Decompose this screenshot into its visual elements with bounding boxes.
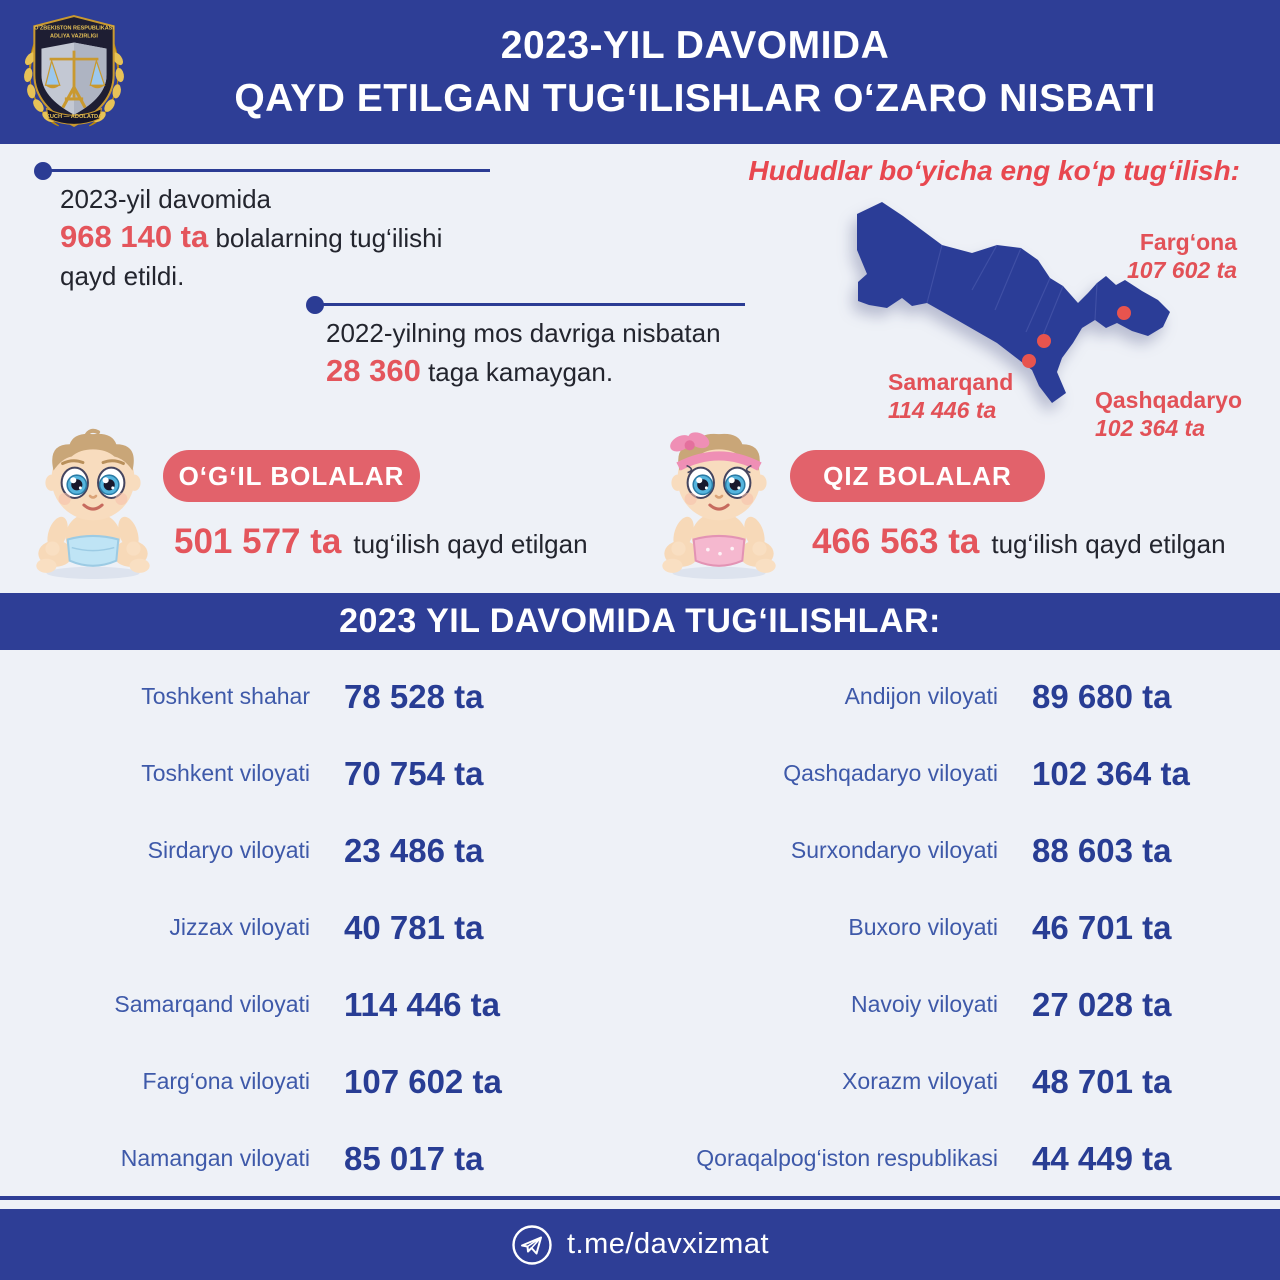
boys-count-caption: tug‘ilish qayd etilgan — [353, 529, 588, 559]
page-title-line2: QAYD ETILGAN TUG‘ILISHLAR O‘ZARO NISBATI — [234, 76, 1156, 120]
stat1-line3: qayd etildi. — [60, 261, 185, 291]
region-label: Samarqand viloyati — [114, 991, 310, 1017]
region-value: 70 754 ta — [344, 754, 484, 792]
stat-total-births — [60, 180, 442, 295]
region-value: 102 364 ta — [1032, 754, 1190, 792]
region-label: Surxondaryo viloyati — [790, 837, 998, 863]
region-value: 107 602 ta — [344, 1062, 502, 1100]
emblem-motto: KUCH — ADOLATDA — [45, 113, 103, 120]
stat1-line2 — [60, 218, 442, 257]
header-banner — [0, 0, 1280, 144]
map-section-title: Hududlar bo‘yicha eng ko‘p tug‘ilish: — [748, 155, 1240, 186]
section-band — [0, 593, 1280, 650]
region-label: Navoiy viloyati — [851, 991, 998, 1017]
map-dot-samarqand — [1037, 334, 1051, 348]
stat2-line2 — [326, 352, 721, 391]
region-value: 23 486 ta — [344, 831, 484, 869]
map-label-samarqand-name: Samarqand — [888, 369, 1014, 395]
table-row — [640, 812, 1260, 889]
region-value: 46 701 ta — [1032, 908, 1172, 946]
map-label-qashqadaryo-name: Qashqadaryo — [1095, 387, 1242, 413]
region-value: 89 680 ta — [1032, 677, 1172, 715]
emblem-top-text-2: ADLIYA VAZIRLIGI — [50, 33, 98, 40]
map-label-farghona-name: Farg‘ona — [1139, 229, 1237, 255]
region-value: 27 028 ta — [1032, 985, 1172, 1023]
footer-bar — [0, 1209, 1280, 1280]
table-row — [20, 812, 620, 889]
table-row — [640, 658, 1260, 735]
stat2-rest: taga kamaygan. — [428, 357, 614, 387]
table-row — [640, 1120, 1260, 1197]
region-label: Jizzax viloyati — [169, 914, 310, 940]
section-band-title: 2023 YIL DAVOMIDA TUG‘ILISHLAR: — [339, 602, 941, 640]
table-row — [640, 889, 1260, 966]
girls-count-caption: tug‘ilish qayd etilgan — [991, 529, 1226, 559]
girls-badge-label: QIZ BOLALAR — [823, 460, 1012, 491]
region-label: Sirdaryo viloyati — [147, 837, 310, 863]
boys-count-value: 501 577 ta — [174, 522, 342, 561]
region-label: Farg‘ona viloyati — [142, 1068, 310, 1094]
stat1-line1: 2023-yil davomida — [60, 184, 272, 214]
stat-decrease — [326, 314, 721, 391]
boys-badge-label: O‘G‘IL BOLALAR — [178, 460, 405, 491]
region-value: 88 603 ta — [1032, 831, 1172, 869]
timeline-rule-2 — [315, 303, 745, 306]
table-row — [20, 658, 620, 735]
table-row — [20, 735, 620, 812]
region-value: 114 446 ta — [344, 985, 500, 1023]
births-table-right-column — [640, 658, 1260, 1197]
baby-boy-illustration — [26, 420, 160, 582]
map-dot-qashqadaryo — [1022, 354, 1036, 368]
header-titles — [110, 0, 1280, 144]
map-label-qashqadaryo-value: 102 364 ta — [1095, 415, 1205, 441]
region-value: 85 017 ta — [344, 1139, 484, 1177]
girls-count-line — [812, 522, 1226, 562]
table-row — [20, 966, 620, 1043]
telegram-icon — [511, 1224, 553, 1266]
boys-badge-button[interactable] — [163, 450, 420, 502]
region-label: Toshkent shahar — [141, 683, 310, 709]
map-dot-farghona — [1117, 306, 1131, 320]
stat1-rest: bolalarning tug‘ilishi — [215, 223, 443, 253]
telegram-handle-link[interactable]: t.me/davxizmat — [567, 1228, 769, 1260]
baby-girl-illustration — [652, 420, 786, 582]
table-row — [640, 1043, 1260, 1120]
table-row — [20, 889, 620, 966]
births-table-left-column — [20, 658, 620, 1197]
stat2-line1: 2022-yilning mos davriga nisbatan — [326, 318, 721, 348]
region-label: Xorazm viloyati — [842, 1068, 998, 1094]
region-value: 78 528 ta — [344, 677, 484, 715]
boys-count-line — [174, 522, 588, 562]
footer-divider-line — [0, 1196, 1280, 1200]
girls-count-value: 466 563 ta — [812, 522, 980, 561]
region-value: 48 701 ta — [1032, 1062, 1172, 1100]
map-label-qashqadaryo — [1095, 386, 1242, 442]
map-label-samarqand — [888, 368, 1013, 424]
emblem-top-text-1: O‘ZBEKISTON RESPUBLIKASI — [34, 25, 114, 32]
map-label-farghona — [1127, 228, 1237, 284]
region-label: Andijon viloyati — [844, 683, 998, 709]
region-label: Buxoro viloyati — [848, 914, 998, 940]
region-label: Qoraqalpog‘iston respublikasi — [696, 1145, 998, 1171]
stat1-highlight: 968 140 ta — [60, 219, 209, 254]
region-value: 44 449 ta — [1032, 1139, 1172, 1177]
region-label: Toshkent viloyati — [141, 760, 310, 786]
table-row — [20, 1043, 620, 1120]
stat2-highlight: 28 360 — [326, 353, 421, 388]
map-label-samarqand-value: 114 446 ta — [888, 397, 997, 423]
region-value: 40 781 ta — [344, 908, 484, 946]
table-row — [640, 966, 1260, 1043]
girls-badge-button[interactable] — [790, 450, 1045, 502]
map-label-farghona-value: 107 602 ta — [1127, 257, 1237, 283]
page-title-line1: 2023-YIL DAVOMIDA — [500, 23, 890, 67]
table-row — [20, 1120, 620, 1197]
region-label: Qashqadaryo viloyati — [783, 760, 998, 786]
table-row — [640, 735, 1260, 812]
region-label: Namangan viloyati — [120, 1145, 310, 1171]
timeline-rule-1 — [43, 169, 490, 172]
